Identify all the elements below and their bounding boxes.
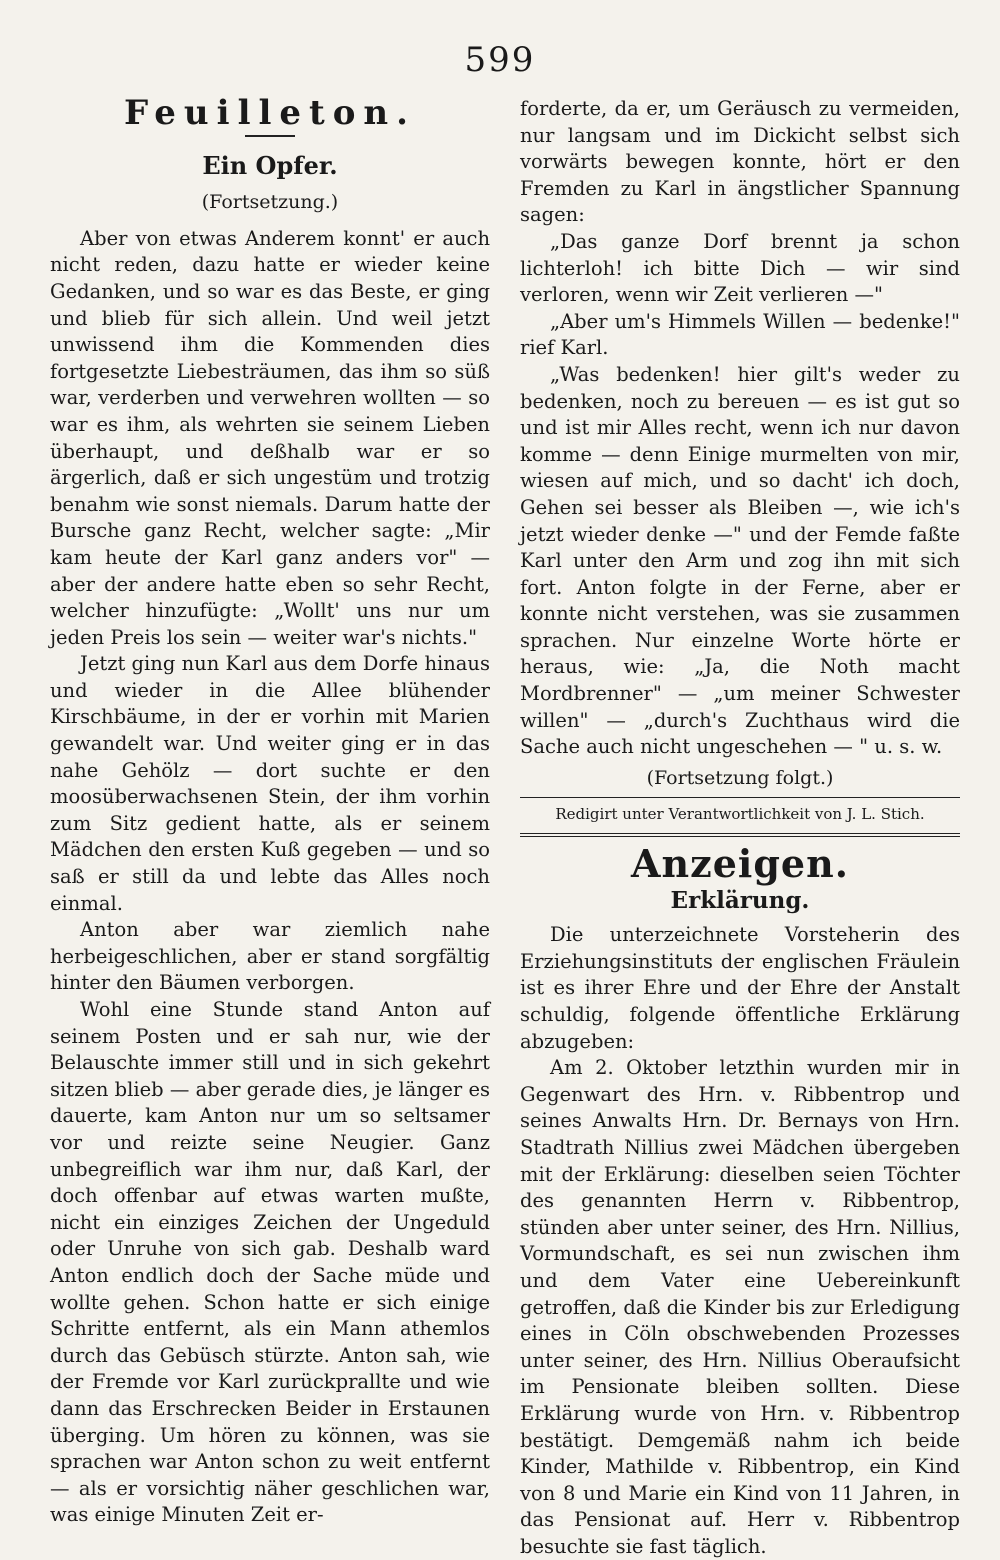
notice-paragraph: Am 2. Oktober letzthin wurden mir in Gegenwart des Hrn. v. Ribbentrop und seines Anwalts Hrn. Dr. Bernays von Hrn. Stadtrath Nillius zwei Mädchen übergeben mit der Erklärung: dieselben seien Töchter des genannten Herrn v. Ribbentrop, stünden aber unter seiner, des Hrn. Nillius, Vormundschaft, es sei nun zwischen ihm und dem Vater eine Uebereinkunft getroffen, daß die Kinder bis zur Erledigung eines in Cöln obschwebenden Prozesses unter seiner, des Hrn. Nillius Oberaufsicht im Pensionate bleiben sollten. Diese Erklärung wurde von Hrn. v. Ribbentrop bestätigt. Demgemäß nahm ich beide Kinder, Mathilde v. Ribbentrop, ein Kind von 8 und Marie ein Kind von 11 Jahren, in das Pensionat auf. Herr v. Ribbentrop besuchte sie fast täglich.	[520, 1056, 960, 1558]
right-column	[520, 96, 960, 1560]
title-rule	[245, 135, 295, 137]
paragraph: „Das ganze Dorf brennt ja schon lichterloh! ich bitte Dich — wir sind verloren, wenn wir Zeit verlieren —"	[520, 229, 960, 307]
paragraph: Aber von etwas Anderem konnt' er auch nicht reden, dazu hatte er wieder keine Gedanken, und so war es das Beste, er ging und blieb für sich allein. Und weil jetzt unwissend ihm die Kommenden dies fortgesetzte Liebesträumen, das ihm so süß war, verderben und verwehren wollten — so war es ihm, als wehrten sie seinem Lieben überhaupt, und deßhalb war er so ärgerlich, daß er sich ungestüm und trotzig benahm wie sonst niemals. Darum hatte der Bursche ganz Recht, welcher sagte: „Mir kam heute der Karl ganz anders vor" — aber der andere hatte eben so sehr Recht, welcher hinzufügte: „Wollt' uns nur um jeden Preis los sein — weiter war's nichts."	[50, 226, 490, 649]
notice-title: Erklärung.	[670, 886, 810, 914]
editor-note: Redigirt unter Verantwortlichkeit von J. L. Stich.	[520, 797, 960, 837]
paragraph: forderte, da er, um Geräusch zu vermeiden, nur langsam und im Dickicht selbst sich vorwärts bewegen konnte, hört er den Fremden zu Karl in ängstlicher Spannung sagen:	[520, 97, 960, 227]
paragraph: Jetzt ging nun Karl aus dem Dorfe hinaus und wieder in die Allee blühender Kirschbäume, in der er vorhin mit Marien gewandelt war. Und weiter ging er in das nahe Gehölz — dort suchte er den moosüberwachsenen Stein, der ihm vorhin zum Sitz gedient hatte, als er seinem Mädchen den ersten Kuß gegeben — und so saß er still da und lebte das Alles noch einmal.	[50, 652, 490, 915]
left-column	[50, 92, 490, 1529]
notice-paragraph: Die unterzeichnete Vorsteherin des Erziehungsinstituts der englischen Fräulein ist es ihrer Ehre und der Ehre der Anstalt schuldig, folgende öffentliche Erklärung abzugeben:	[520, 923, 960, 1053]
story-title: Ein Opfer.	[202, 150, 338, 180]
ads-title: Anzeigen.	[631, 841, 849, 887]
paragraph: „Was bedenken! hier gilt's weder zu bedenken, noch zu bereuen — es ist gut so und ist mir Alles recht, wenn ich nur davon komme — denn Einige murmelten von mir, wiesen auf mich, und so dacht' ich doch, Gehen sei besser als Bleiben —, wie ich's jetzt wieder denke —" und der Femde faßte Karl unter den Arm und zog ihn mit sich fort. Anton folgte in der Ferne, aber er konnte nicht verstehen, was sie zusammen sprachen. Nur einzelne Worte hörte er heraus, wie: „Ja, die Noth macht Mordbrenner" — „um meiner Schwester willen" — „durch's Zuchthaus wird die Sache auch nicht ungeschehen — " u. s. w.	[520, 362, 960, 759]
page-number: 599	[464, 40, 536, 80]
section-title: Feuilleton.	[124, 93, 416, 133]
paragraph: „Aber um's Himmels Willen — bedenke!" rief Karl.	[520, 309, 960, 360]
to-be-continued: (Fortsetzung folgt.)	[646, 766, 834, 789]
continued-label: (Fortsetzung.)	[201, 191, 339, 214]
paragraph: Anton aber war ziemlich nahe herbeigeschlichen, aber er stand sorgfältig hinter den Bäumen verborgen.	[50, 918, 490, 995]
paragraph: Wohl eine Stunde stand Anton auf seinem Posten und er sah nur, wie der Belauschte immer still und in sich gekehrt sitzen blieb — aber gerade dies, je länger es dauerte, kam Anton nur um so seltsamer vor und reizte seine Neugier. Ganz unbegreiflich war ihm nur, daß Karl, der doch offenbar auf etwas warten mußte, nicht ein einziges Zeichen der Ungeduld oder Unruhe von sich gab. Deshalb ward Anton endlich doch der Sache müde und wollte gehen. Schon hatte er sich einige Schritte entfernt, als ein Mann athemlos durch das Gebüsch stürzte. Anton sah, wie der Fremde vor Karl zurückprallte und wie dann das Erschrecken Beider in Erstaunen überging. Um hören zu können, was sie sprachen war Anton schon zu weit entfernt — als er vorsichtig näher geschlichen war, was einige Minuten Zeit er-	[50, 998, 490, 1527]
